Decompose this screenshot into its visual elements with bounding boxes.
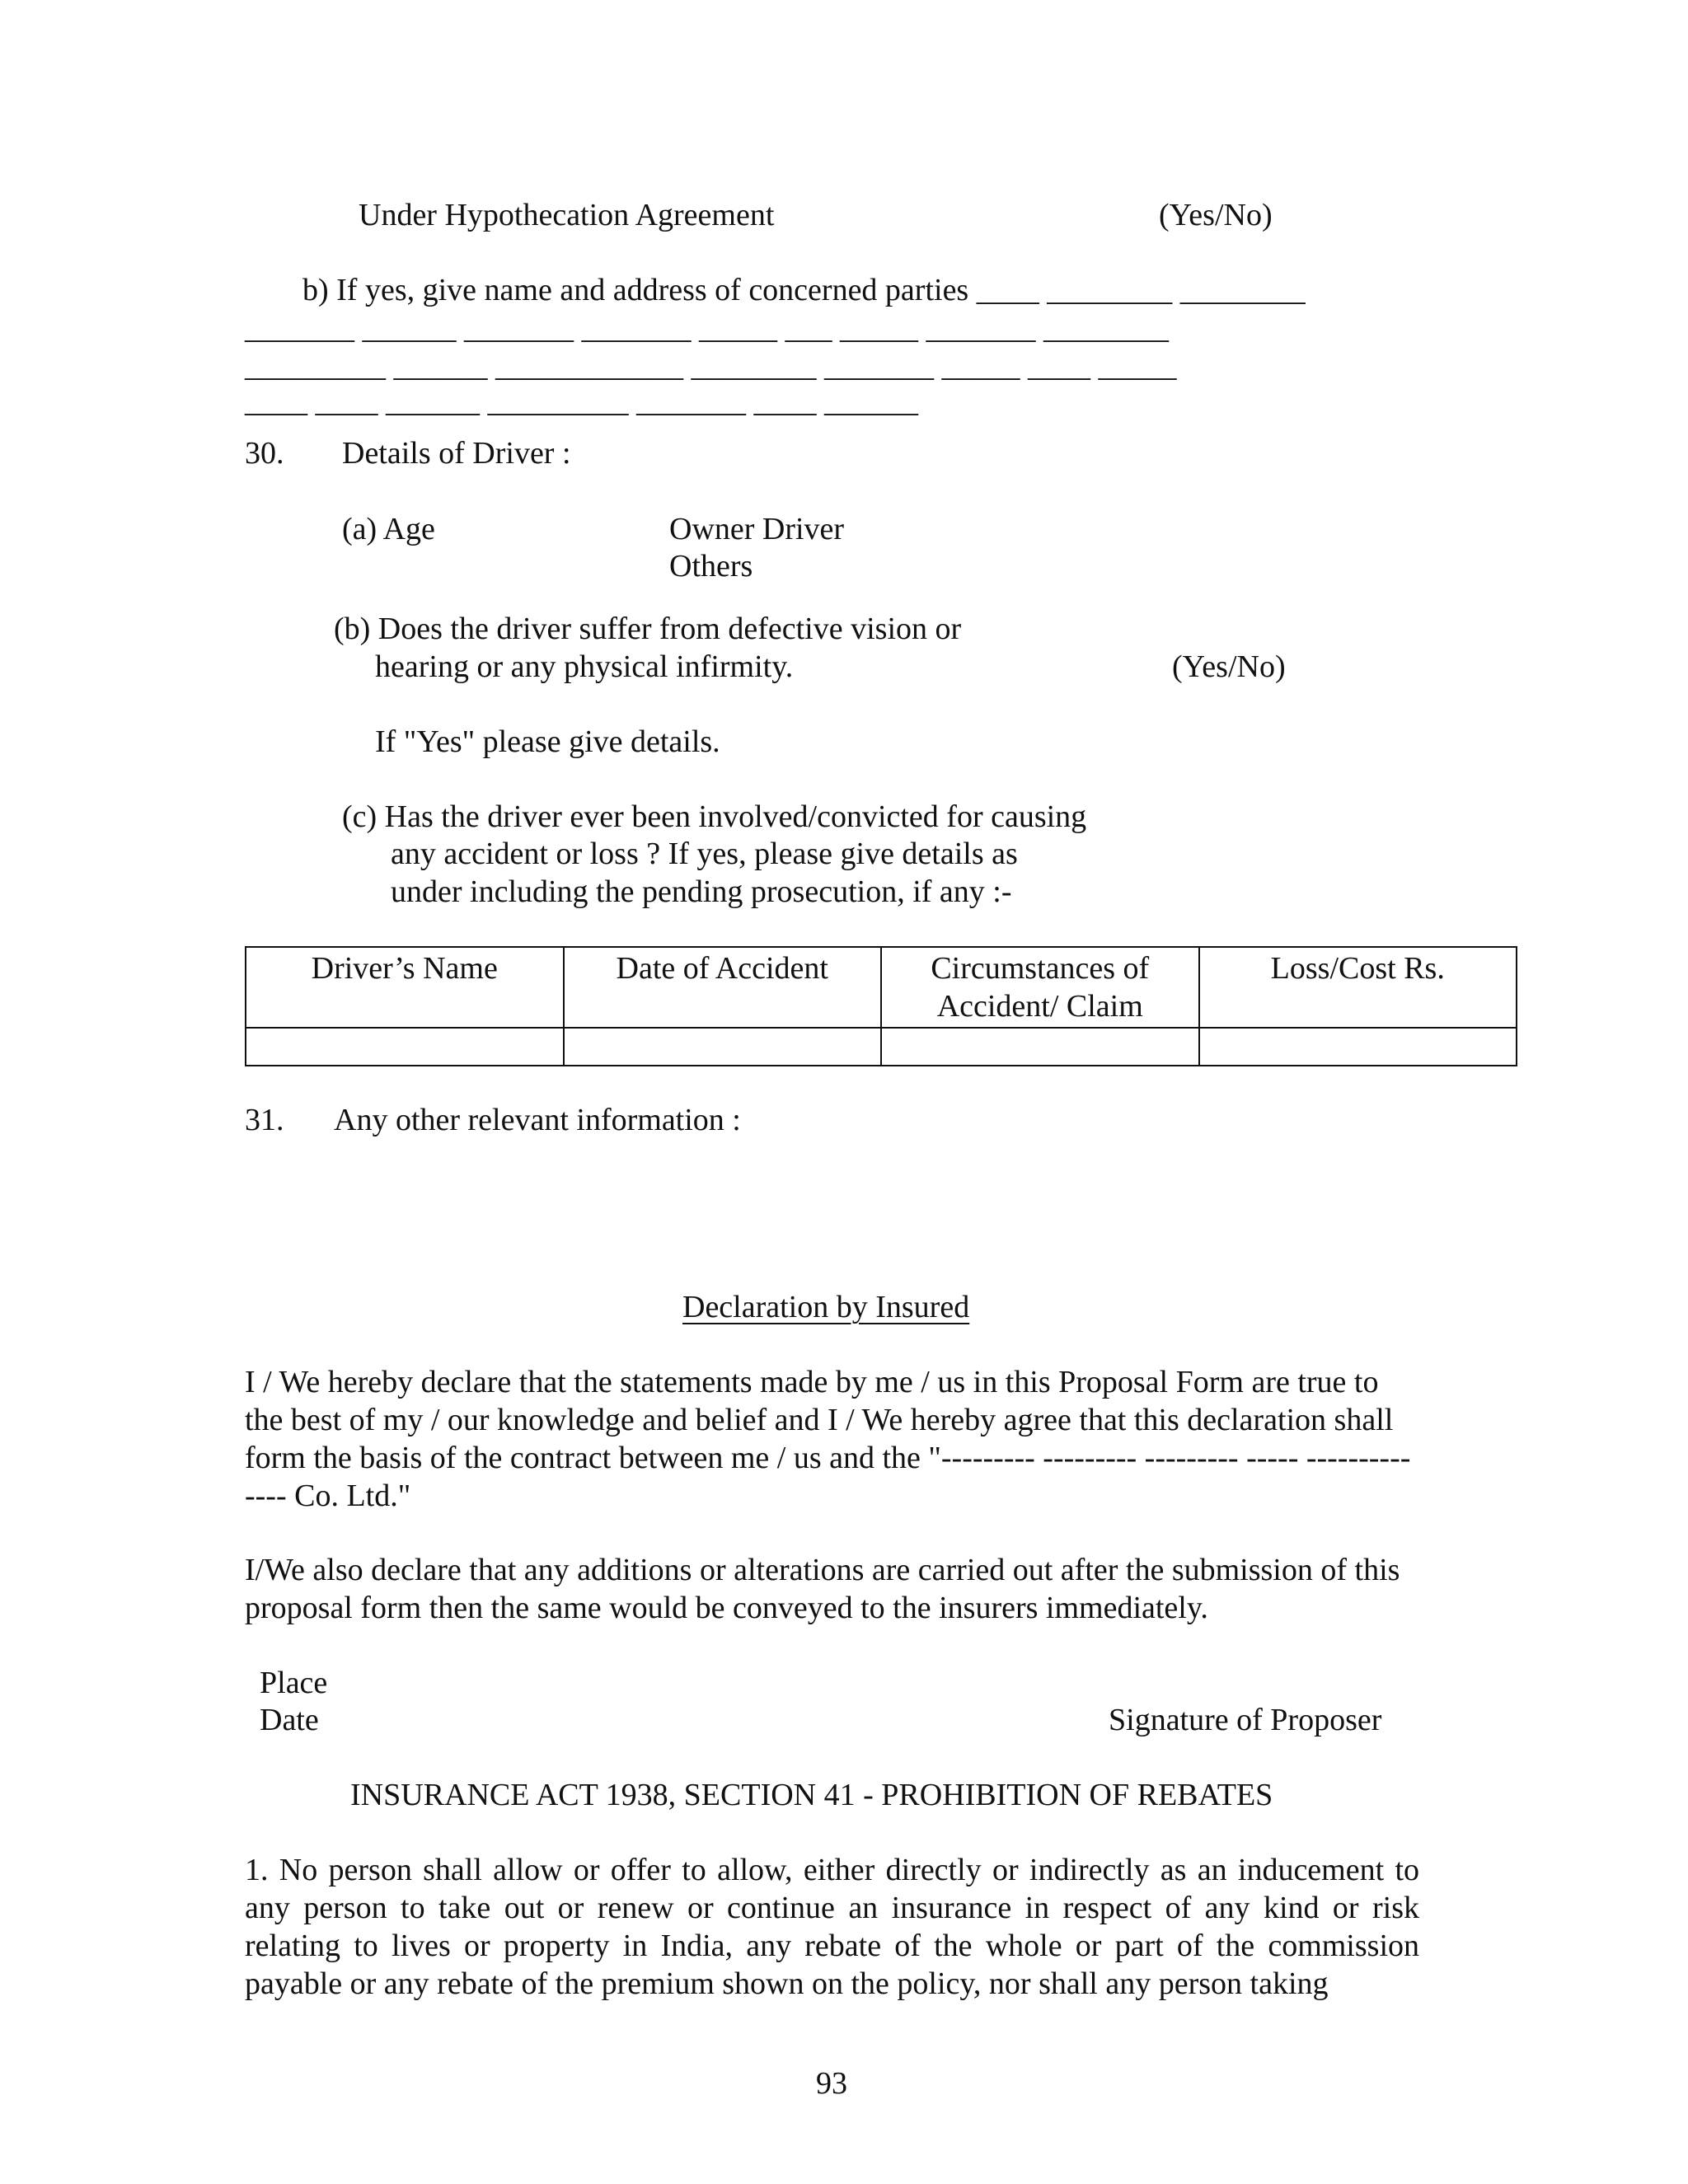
q30-a-others: Others bbox=[669, 549, 753, 583]
place-label: Place bbox=[260, 1666, 328, 1700]
q30-b-line-2: hearing or any physical infirmity. bbox=[375, 649, 794, 684]
q31-title: Any other relevant information : bbox=[334, 1103, 741, 1137]
signature-label: Signature of Proposer bbox=[1109, 1703, 1382, 1737]
page-number: 93 bbox=[816, 2066, 847, 2101]
q30-a-owner-driver: Owner Driver bbox=[669, 512, 845, 546]
q30-a-label: (a) Age bbox=[342, 512, 435, 546]
cell-date-of-accident[interactable] bbox=[564, 1028, 882, 1066]
q30-c-line-2: any accident or loss ? If yes, please give details as bbox=[391, 837, 1018, 871]
table-row bbox=[246, 1028, 1517, 1066]
cell-loss-cost[interactable] bbox=[1199, 1028, 1517, 1066]
declaration-paragraph-1: I / We hereby declare that the statements made by me / us in this Proposal Form are true to the best of my / our knowledge and belief and I / We hereby agree that this declaration shall form the basis of the contract between me / us and the "--------- --------- --------- ----- -------------- Co. Ltd." bbox=[245, 1365, 1411, 1513]
q30-b-details: If "Yes" please give details. bbox=[375, 724, 720, 759]
declaration-paragraph-2: I/We also declare that any additions or alterations are carried out after the submission of this proposal form then the same would be conveyed to the insurers immediately. bbox=[245, 1553, 1400, 1625]
header-drivers-name: Driver’s Name bbox=[246, 947, 564, 1028]
insurance-act-heading: INSURANCE ACT 1938, SECTION 41 - PROHIBITION OF REBATES bbox=[350, 1778, 1273, 1812]
q30-c-line-3: under including the pending prosecution, if any :- bbox=[391, 874, 1012, 909]
hypothecation-label: Under Hypothecation Agreement bbox=[359, 198, 775, 232]
header-circumstances: Circumstances of Accident/ Claim bbox=[881, 947, 1199, 1028]
header-loss-cost: Loss/Cost Rs. bbox=[1199, 947, 1517, 1028]
cell-circumstances[interactable] bbox=[881, 1028, 1199, 1066]
q30-b-line-1: (b) Does the driver suffer from defective vision or bbox=[334, 612, 962, 646]
blank-line-3: ____ ____ ______ _________ _______ ____ ______ bbox=[245, 384, 918, 419]
header-date-of-accident: Date of Accident bbox=[564, 947, 882, 1028]
driver-accident-table bbox=[245, 946, 1517, 1066]
blank-line-1: _______ ______ _______ _______ _____ ___ _____ _______ ________ bbox=[245, 311, 1169, 345]
hypothecation-b-question: b) If yes, give name and address of concerned parties ____ ________ ________ bbox=[302, 273, 1306, 307]
date-label: Date bbox=[260, 1703, 319, 1737]
insurance-act-paragraph-1: 1. No person shall allow or offer to allow, either directly or indirectly as an inducement to any person to take out or renew or continue an insurance in respect of any kind or risk relating to lives or property in India, any rebate of the whole or part of the commission payable or any rebate of the premium shown on the policy, nor shall any person taking bbox=[245, 1853, 1419, 2001]
q31-number: 31. bbox=[245, 1103, 284, 1137]
table-header-row bbox=[246, 947, 1517, 1028]
cell-drivers-name[interactable] bbox=[246, 1028, 564, 1066]
hypothecation-choice: (Yes/No) bbox=[1159, 198, 1273, 232]
q30-b-choice: (Yes/No) bbox=[1172, 649, 1286, 684]
q30-c-line-1: (c) Has the driver ever been involved/convicted for causing bbox=[342, 799, 1087, 834]
declaration-heading: Declaration by Insured bbox=[682, 1290, 970, 1324]
q30-title: Details of Driver : bbox=[342, 436, 571, 471]
q30-number: 30. bbox=[245, 436, 284, 471]
blank-line-2: _________ ______ ____________ ________ _______ _____ ____ _____ bbox=[245, 349, 1177, 383]
